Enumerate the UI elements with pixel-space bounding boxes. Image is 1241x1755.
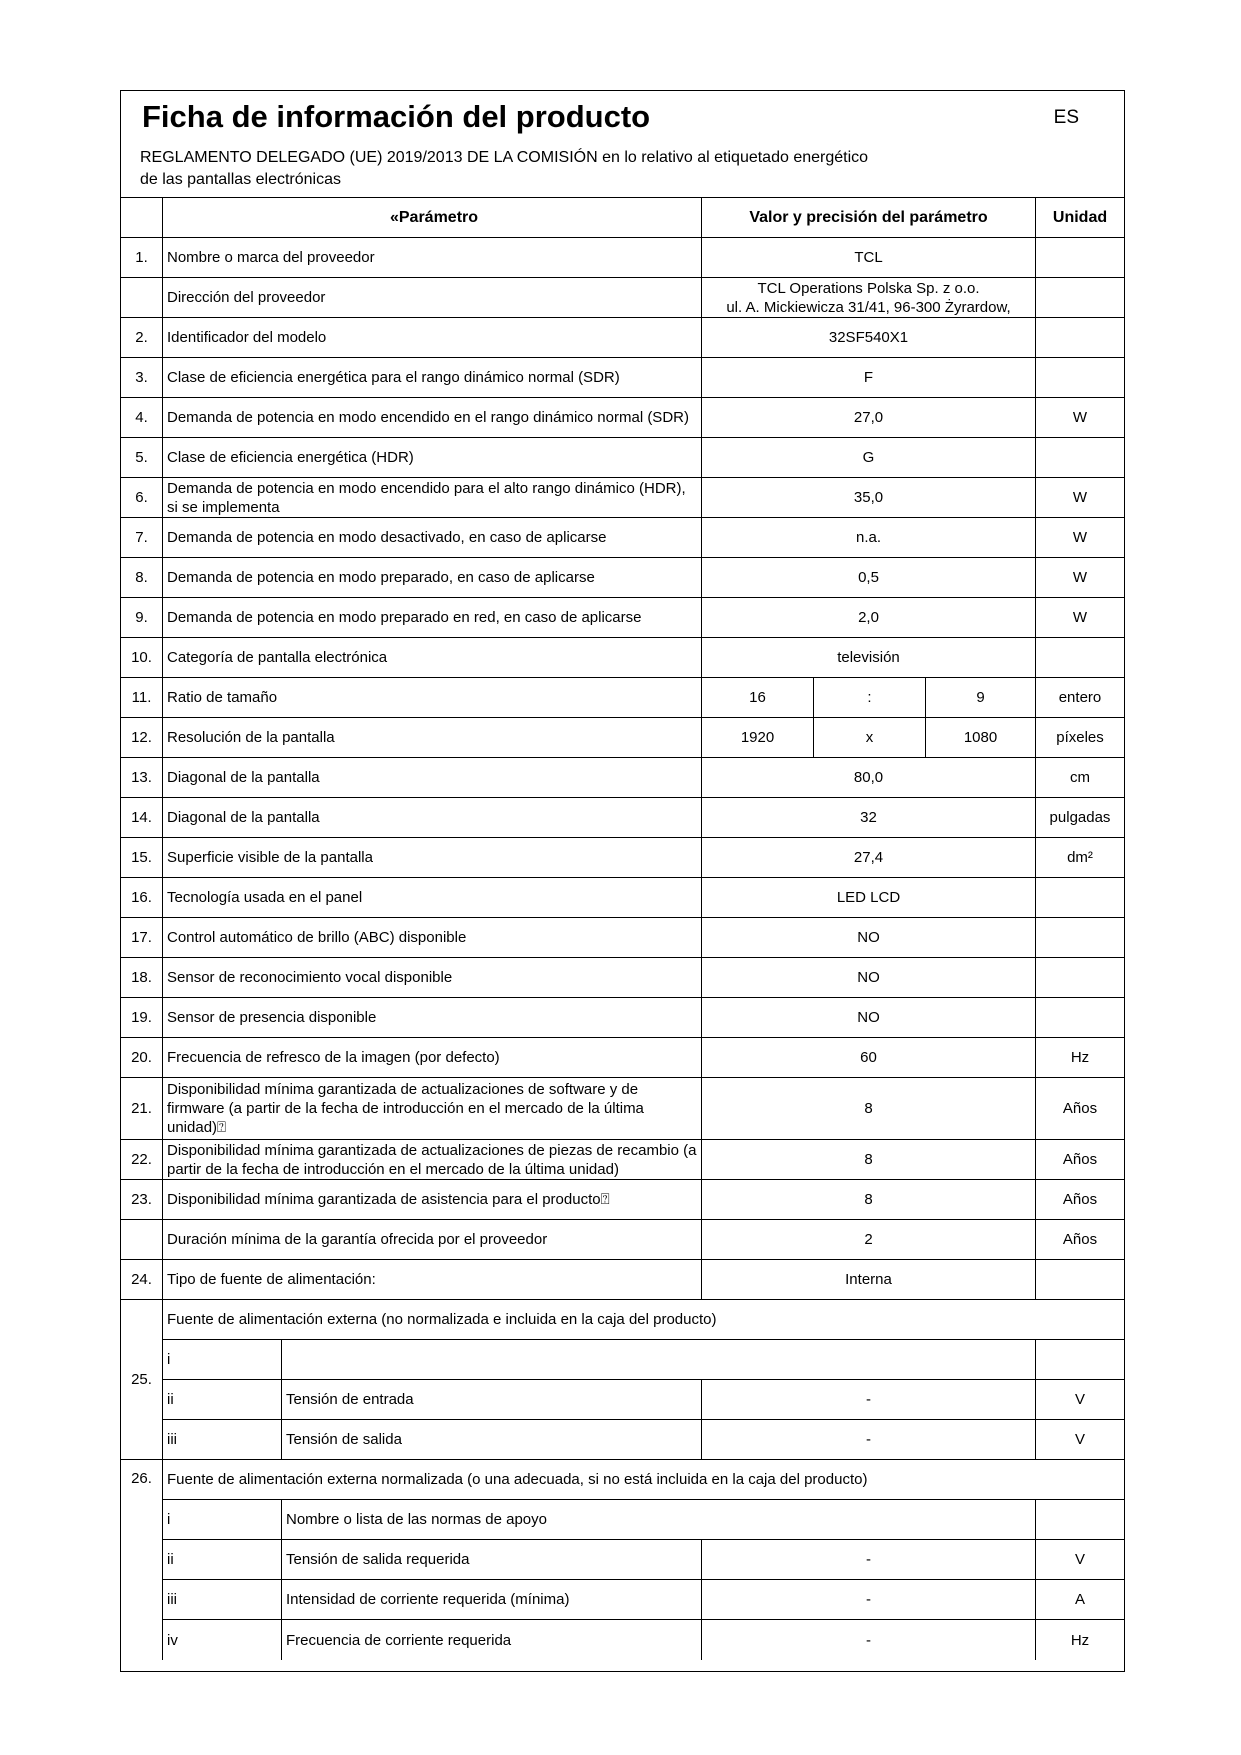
table-row: 5. Clase de eficiencia energética (HDR) G <box>121 438 1124 478</box>
table-row: 16. Tecnología usada en el panel LED LCD <box>121 878 1124 918</box>
table-row: 3. Clase de eficiencia energética para el rango dinámico normal (SDR) F <box>121 358 1124 398</box>
table-row: 15. Superficie visible de la pantalla 27,4 dm² <box>121 838 1124 878</box>
table-row: 4. Demanda de potencia en modo encendido en el rango dinámico normal (SDR) 27,0 W <box>121 398 1124 438</box>
table-row: 17. Control automático de brillo (ABC) disponible NO <box>121 918 1124 958</box>
table-row: iv Frecuencia de corriente requerida - Hz <box>121 1620 1124 1660</box>
table-row: 19. Sensor de presencia disponible NO <box>121 998 1124 1038</box>
table-row: 1. Nombre o marca del proveedor TCL <box>121 238 1124 278</box>
table-row: ii Tensión de salida requerida - V <box>121 1540 1124 1580</box>
regulation-text: REGLAMENTO DELEGADO (UE) 2019/2013 DE LA COMISIÓN en lo relativo al etiquetado energético de las pantallas electrónicas <box>140 149 869 188</box>
table-row: 20. Frecuencia de refresco de la imagen (por defecto) 60 Hz <box>121 1038 1124 1078</box>
table-row: Duración mínima de la garantía ofrecida por el proveedor 2 Años <box>121 1220 1124 1260</box>
table-row: 24. Tipo de fuente de alimentación: Interna <box>121 1260 1124 1300</box>
table-row: 6. Demanda de potencia en modo encendido para el alto rango dinámico (HDR), si se implementa 35,0 W <box>121 478 1124 518</box>
section-25-title-row: Fuente de alimentación externa (no normalizada e incluida en la caja del producto) <box>121 1300 1124 1340</box>
column-header-unit: Unidad <box>1035 198 1124 237</box>
table-row: i <box>121 1340 1124 1380</box>
table-row: ii Tensión de entrada - V <box>121 1380 1124 1420</box>
table-row: iii Tensión de salida - V <box>121 1420 1124 1460</box>
section-26-number: 26. <box>121 1460 162 1660</box>
table-row: 13. Diagonal de la pantalla 80,0 cm <box>121 758 1124 798</box>
table-row: iii Intensidad de corriente requerida (mínima) - A <box>121 1580 1124 1620</box>
table-row: 9. Demanda de potencia en modo preparado en red, en caso de aplicarse 2,0 W <box>121 598 1124 638</box>
table-header-row <box>121 198 1124 238</box>
table-row: 2. Identificador del modelo 32SF540X1 <box>121 318 1124 358</box>
page-title: Ficha de información del producto <box>142 99 651 134</box>
table-row: 10. Categoría de pantalla electrónica televisión <box>121 638 1124 678</box>
table-row: 22. Disponibilidad mínima garantizada de actualizaciones de piezas de recambio (a partir de la fecha de introducción en el mercado de la última unidad) 8 Años <box>121 1140 1124 1180</box>
table-row: 7. Demanda de potencia en modo desactivado, en caso de aplicarse n.a. W <box>121 518 1124 558</box>
table-row: Dirección del proveedor TCL Operations Polska Sp. z o.o. ul. A. Mickiewicza 31/41, 96-300 Żyrardow, <box>121 278 1124 318</box>
column-header-value: Valor y precisión del parámetro <box>701 198 1035 237</box>
column-header-param: «Parámetro <box>162 198 701 237</box>
language-code: ES <box>1053 107 1079 128</box>
sheet-header <box>121 91 1124 198</box>
product-information-sheet <box>120 90 1125 1672</box>
table-row: 11. Ratio de tamaño 16 : 9 entero <box>121 678 1124 718</box>
table-row: 21. Disponibilidad mínima garantizada de actualizaciones de software y de firmware (a partir de la fecha de introducción en el mercado de la última unidad)⍰ 8 Años <box>121 1078 1124 1140</box>
table-row: i Nombre o lista de las normas de apoyo <box>121 1500 1124 1540</box>
table-row: 23. Disponibilidad mínima garantizada de asistencia para el producto⍰ 8 Años <box>121 1180 1124 1220</box>
section-25-number: 25. <box>121 1300 162 1460</box>
table-row: 12. Resolución de la pantalla 1920 x 1080 píxeles <box>121 718 1124 758</box>
table-row: 14. Diagonal de la pantalla 32 pulgadas <box>121 798 1124 838</box>
section-26-title-row: Fuente de alimentación externa normalizada (o una adecuada, si no está incluida en la caja del producto) <box>121 1460 1124 1500</box>
table-row: 18. Sensor de reconocimiento vocal disponible NO <box>121 958 1124 998</box>
table-row: 8. Demanda de potencia en modo preparado, en caso de aplicarse 0,5 W <box>121 558 1124 598</box>
